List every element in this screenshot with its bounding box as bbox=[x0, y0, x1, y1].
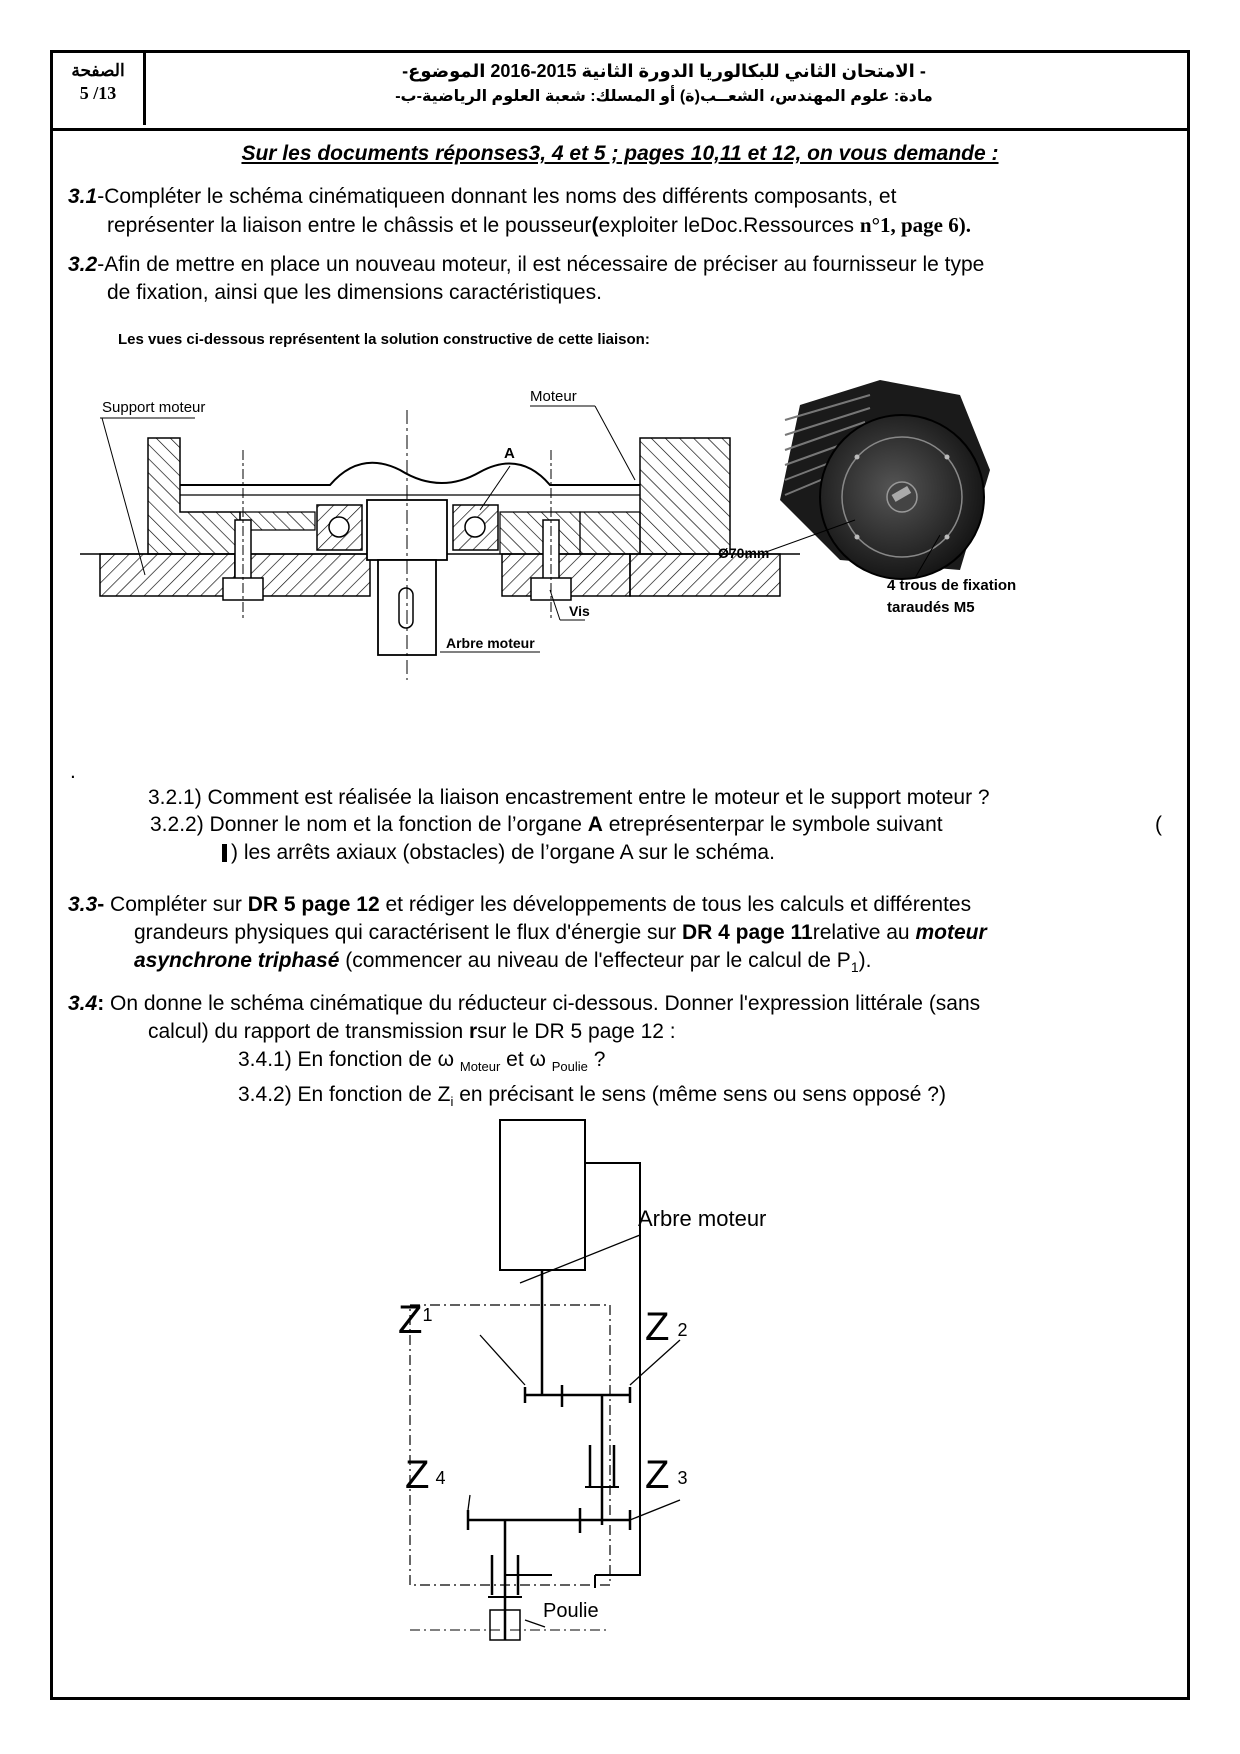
question-3-2-1: 3.2.1) Comment est réalisée la liaison encastrement entre le moteur et le support moteur ? bbox=[148, 786, 990, 809]
question-3-4 bbox=[68, 990, 1178, 1116]
page-label: الصفحة bbox=[71, 61, 125, 80]
question-number: 3.2 bbox=[68, 253, 98, 276]
question-text: et rédiger les développements de tous les calculs et différentes bbox=[379, 893, 972, 916]
question-text: ) les arrêts axiaux (obstacles) de l’organe A sur le schéma. bbox=[231, 841, 775, 864]
reducer-kinematic-diagram bbox=[398, 1115, 900, 1660]
subscript: Poulie bbox=[551, 1059, 588, 1075]
question-3-2-2 bbox=[150, 811, 1180, 867]
gear-index: 1 bbox=[422, 1305, 433, 1325]
question-text: -Compléter le schéma cinématiqueen donnant les noms des différents composants, et bbox=[97, 185, 897, 208]
exam-title-line1: - الامتحان الثاني للبكالوريا الدورة الثانية 2015-2016 الموضوع- bbox=[402, 61, 926, 81]
intro-heading: Sur les documents réponses3, 4 et 5 ; pages 10,11 et 12, on vous demande : bbox=[241, 142, 999, 165]
gear-index: 2 bbox=[677, 1320, 688, 1340]
subscript: 1 bbox=[850, 959, 859, 976]
label-taraudes: taraudés M5 bbox=[887, 599, 975, 616]
label-arbre-moteur: Arbre moteur bbox=[446, 635, 535, 651]
question-text: et ω bbox=[500, 1048, 552, 1071]
organe-a-ref: A bbox=[587, 813, 603, 836]
question-text: en précisant le sens (même sens ou sens opposé ?) bbox=[453, 1083, 946, 1107]
question-3-3 bbox=[68, 891, 1178, 981]
question-text: ( bbox=[591, 214, 599, 237]
question-text: Compléter sur bbox=[110, 893, 248, 916]
question-text: 3.2.2) Donner le nom et la fonction de l’organe bbox=[150, 813, 588, 836]
question-text: On donne le schéma cinématique du réducteur ci-dessous. Donner l'expression littérale (sans bbox=[110, 992, 981, 1015]
label-z2 bbox=[645, 1305, 687, 1349]
exam-title-line2: مادة: علوم المهندس، الشعــب(ة) أو المسلك: شعبة العلوم الرياضية-ب- bbox=[395, 88, 933, 105]
label-vis: Vis bbox=[569, 603, 590, 619]
question-text: etreprésenterpar le symbole suivant bbox=[602, 813, 943, 836]
question-text: de fixation, ainsi que les dimensions caractéristiques. bbox=[107, 281, 602, 304]
question-text: ). bbox=[858, 949, 872, 972]
motor-shaft bbox=[367, 410, 447, 680]
label-z3 bbox=[645, 1453, 687, 1497]
symbol-open-paren: ( bbox=[1155, 813, 1162, 836]
question-text: calcul) du rapport de transmission bbox=[148, 1020, 469, 1043]
page-number: 5 /13 bbox=[79, 83, 117, 103]
question-3-2 bbox=[68, 251, 1178, 307]
question-text: exploiter leDoc.Ressources bbox=[598, 214, 860, 237]
question-text: relative au bbox=[812, 921, 916, 944]
question-text: 3.4.1) En fonction de ω bbox=[238, 1048, 460, 1071]
subscript: i bbox=[450, 1094, 454, 1110]
gear-label: Z bbox=[398, 1298, 423, 1342]
label-diametre: Ø70mm bbox=[718, 545, 770, 561]
page-number-box bbox=[53, 53, 146, 125]
motor-box bbox=[500, 1120, 585, 1270]
gear-index: 4 bbox=[435, 1468, 446, 1488]
label-support-moteur: Support moteur bbox=[102, 399, 206, 416]
question-text: - bbox=[97, 893, 111, 916]
stray-dot: . bbox=[70, 760, 76, 783]
question-emphasis: asynchrone triphasé bbox=[134, 949, 340, 972]
question-emphasis: moteur bbox=[915, 921, 987, 944]
gear-label: Z bbox=[645, 1305, 670, 1349]
gear-label: Z bbox=[645, 1453, 670, 1497]
label-poulie: Poulie bbox=[543, 1600, 599, 1622]
motor-photo bbox=[780, 380, 990, 579]
question-3-4-2 bbox=[68, 1083, 946, 1110]
question-number: 3.1 bbox=[68, 185, 98, 208]
question-text: sur le DR 5 page 12 : bbox=[477, 1020, 676, 1043]
gear-index: 3 bbox=[677, 1468, 688, 1488]
label-moteur: Moteur bbox=[530, 388, 577, 405]
label-z4 bbox=[405, 1453, 445, 1497]
dr-reference: DR 5 page 12 bbox=[247, 893, 380, 916]
label-organe-a: A bbox=[504, 445, 515, 462]
axial-stop-symbol bbox=[150, 841, 231, 864]
gear-label: Z bbox=[405, 1453, 430, 1497]
figure-caption: Les vues ci-dessous représentent la solution constructive de cette liaison: bbox=[118, 331, 650, 348]
subscript: Moteur bbox=[459, 1059, 501, 1075]
label-trous-fixation: 4 trous de fixation bbox=[887, 577, 1017, 594]
motor-mount-figure bbox=[80, 320, 1080, 680]
question-3-4-1 bbox=[68, 1048, 606, 1075]
question-text: grandeurs physiques qui caractérisent le flux d'énergie sur bbox=[134, 921, 682, 944]
question-3-1 bbox=[68, 183, 1178, 240]
question-text: r bbox=[468, 1020, 478, 1043]
page-header bbox=[53, 53, 1187, 131]
question-number: 3.3 bbox=[68, 893, 98, 916]
label-arbre-moteur-2: Arbre moteur bbox=[638, 1206, 767, 1231]
dr-reference: DR 4 page 11 bbox=[681, 921, 813, 944]
doc-reference: n°1, page 6). bbox=[859, 213, 971, 237]
question-number: 3.4 bbox=[68, 992, 98, 1015]
question-text: 3.4.2) En fonction de Z bbox=[238, 1083, 451, 1107]
question-text: -Afin de mettre en place un nouveau moteur, il est nécessaire de préciser au fournisseur le type bbox=[97, 253, 985, 276]
question-text: ? bbox=[587, 1048, 606, 1071]
housing-outline bbox=[410, 1305, 610, 1585]
question-text: représenter la liaison entre le châssis et le pousseur bbox=[107, 214, 592, 237]
question-text: : bbox=[97, 992, 111, 1015]
exam-title bbox=[153, 61, 1175, 106]
question-text: (commencer au niveau de l'effecteur par le calcul de P bbox=[339, 949, 851, 972]
